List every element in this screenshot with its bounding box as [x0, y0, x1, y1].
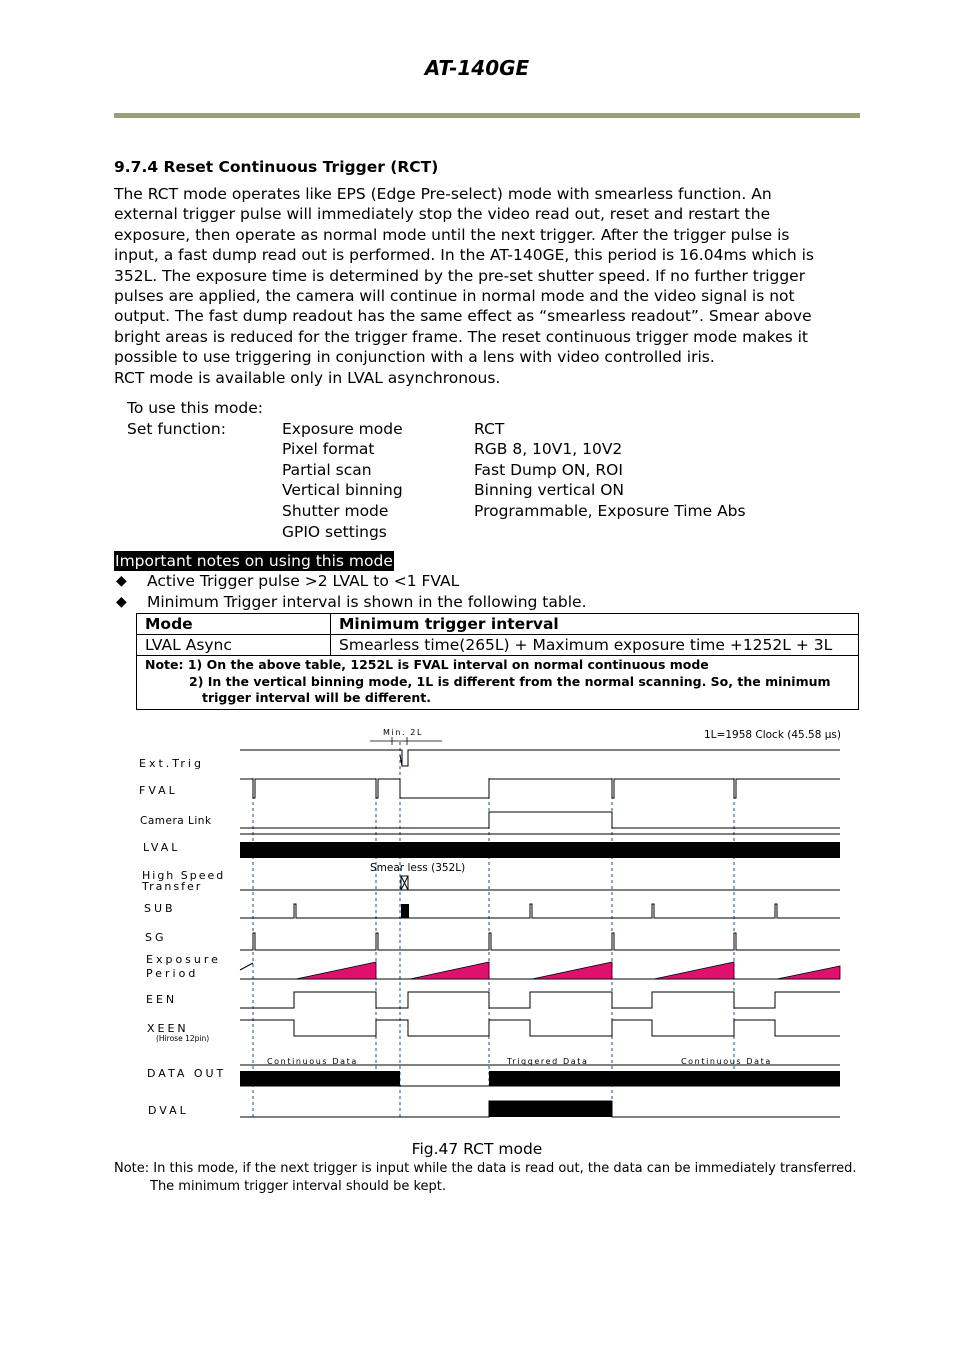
signal-label-camera-link: Camera Link	[140, 815, 212, 827]
paragraph-line: input, a fast dump read out is performed. In the AT-140GE, this period is 16.04ms which is	[114, 246, 815, 265]
figure-note-line: Note: In this mode, if the next trigger is input while the data is read out, the data can be immediately transferred.	[114, 1161, 857, 1176]
signal-label-lval: LVAL	[143, 841, 181, 854]
function-name: GPIO settings	[282, 522, 387, 541]
function-value: RGB 8, 10V1, 10V2	[474, 440, 623, 459]
table-row	[137, 635, 859, 656]
function-value: RCT	[474, 419, 505, 438]
signal-label-ext-trig: Ext.Trig	[139, 757, 204, 770]
fval-waveform	[240, 779, 840, 798]
exposure-ramps	[296, 962, 840, 979]
paragraph-line: external trigger pulse will immediately stop the video read out, reset and restart the	[114, 205, 771, 224]
table-header-cell: Minimum trigger interval	[331, 614, 859, 635]
diamond-bullet-icon: ◆	[116, 593, 127, 610]
table-note-line: Note: 1) On the above table, 1252L is FVAL interval on normal continuous mode	[145, 657, 709, 672]
table-note-line: trigger interval will be different.	[202, 690, 431, 705]
list-item	[114, 592, 587, 613]
continuous-data-label: Continuous Data	[267, 1057, 358, 1066]
triggered-data-label: Triggered Data	[507, 1057, 589, 1066]
trigger-interval-table	[136, 613, 859, 710]
paragraph-line: possible to use triggering in conjunction with a lens with video controlled iris.	[114, 348, 715, 367]
function-name: Pixel format	[282, 440, 375, 459]
figure-note-line: The minimum trigger interval should be kept.	[150, 1179, 446, 1194]
usage-intro: To use this mode:	[127, 399, 263, 417]
list-item	[114, 571, 587, 592]
exposure-ramp	[654, 962, 734, 979]
bullet-text: Active Trigger pulse >2 LVAL to <1 FVAL	[147, 572, 460, 590]
function-name: Shutter mode	[282, 501, 389, 520]
signal-label-hirose: (Hirose 12pin)	[156, 1034, 210, 1043]
exposure-ramp	[296, 962, 376, 979]
paragraph-line: 352L. The exposure time is determined by the pre-set shutter speed. If no further trigger	[114, 266, 806, 285]
function-name: Vertical binning	[282, 481, 403, 500]
lval-pulse-train	[240, 842, 840, 858]
set-function-label: Set function:	[127, 419, 226, 438]
data-out-continuous-block	[240, 1071, 400, 1086]
figure-caption: Fig.47 RCT mode	[411, 1140, 543, 1158]
signal-label-period: Period	[146, 967, 199, 980]
signal-label-xeen: XEEN	[147, 1022, 189, 1035]
signal-label-sg: SG	[145, 931, 167, 944]
bullet-text: Minimum Trigger interval is shown in the following table.	[147, 592, 587, 611]
diamond-bullet-icon: ◆	[116, 573, 127, 589]
function-name: Exposure mode	[282, 419, 403, 438]
exposure-ramp	[777, 966, 840, 979]
table-note-line: 2) In the vertical binning mode, 1L is different from the normal scanning. So, the minimum	[189, 673, 831, 689]
paragraph-line: pulses are applied, the camera will continue in normal mode and the video signal is not	[114, 287, 795, 306]
figure-note	[114, 1160, 857, 1196]
section-paragraph	[114, 184, 854, 388]
table-note-row	[137, 656, 859, 710]
xeen-waveform	[240, 1020, 840, 1036]
continuous-data-label: Continuous Data	[681, 1057, 772, 1066]
exposure-ramp	[410, 962, 489, 979]
function-name: Partial scan	[282, 460, 372, 479]
sub-burst	[401, 904, 409, 918]
table-cell: LVAL Async	[137, 635, 331, 656]
min-interval-label: Min. 2L	[383, 728, 424, 737]
header-rule	[114, 113, 860, 118]
paragraph-line: exposure, then operate as normal mode until the next trigger. After the trigger pulse is	[114, 225, 790, 244]
signal-label-exposure: Exposure	[146, 953, 221, 966]
data-out-triggered-block	[489, 1071, 840, 1086]
ext-trig-waveform	[240, 750, 840, 766]
signal-label-data-out: DATA OUT	[147, 1067, 227, 1080]
paragraph-line: bright areas is reduced for the trigger frame. The reset continuous trigger mode makes it	[114, 327, 809, 346]
paragraph-line: The RCT mode operates like EPS (Edge Pre-select) mode with smearless function. An	[114, 185, 772, 203]
signal-label-high-speed: High Speed	[142, 869, 226, 882]
page-header-title: AT-140GE	[424, 56, 530, 80]
exposure-ramp	[532, 962, 612, 979]
signal-label-sub: SUB	[144, 902, 176, 915]
smearless-label: Smear less (352L)	[370, 862, 466, 874]
table-header-row	[137, 614, 859, 635]
een-waveform	[240, 992, 840, 1008]
table-cell: Smearless time(265L) + Maximum exposure time +1252L + 3L	[331, 635, 859, 656]
table-header-cell: Mode	[137, 614, 331, 635]
table-note-cell	[137, 656, 859, 710]
signal-label-dval: DVAL	[148, 1104, 189, 1117]
function-value: Binning vertical ON	[474, 481, 624, 500]
important-notes-heading: Important notes on using this mode	[115, 552, 393, 570]
paragraph-line: output. The fast dump readout has the same effect as “smearless readout”. Smear above	[114, 307, 812, 326]
signal-label-fval: FVAL	[139, 784, 178, 797]
sub-waveform	[240, 904, 840, 918]
function-value: Programmable, Exposure Time Abs	[474, 501, 746, 520]
notes-bullet-list	[114, 571, 587, 612]
dval-active-block	[489, 1101, 612, 1117]
camera-link-waveform	[240, 812, 840, 828]
sg-waveform	[240, 933, 840, 950]
function-value: Fast Dump ON, ROI	[474, 460, 623, 479]
signal-label-transfer: Transfer	[142, 880, 203, 893]
section-heading: 9.7.4 Reset Continuous Trigger (RCT)	[114, 158, 439, 176]
rct-timing-diagram	[130, 720, 850, 1125]
clock-label: 1L=1958 Clock (45.58 μs)	[704, 729, 841, 741]
signal-label-een: EEN	[146, 993, 178, 1006]
paragraph-line: RCT mode is available only in LVAL asynchronous.	[114, 368, 501, 387]
